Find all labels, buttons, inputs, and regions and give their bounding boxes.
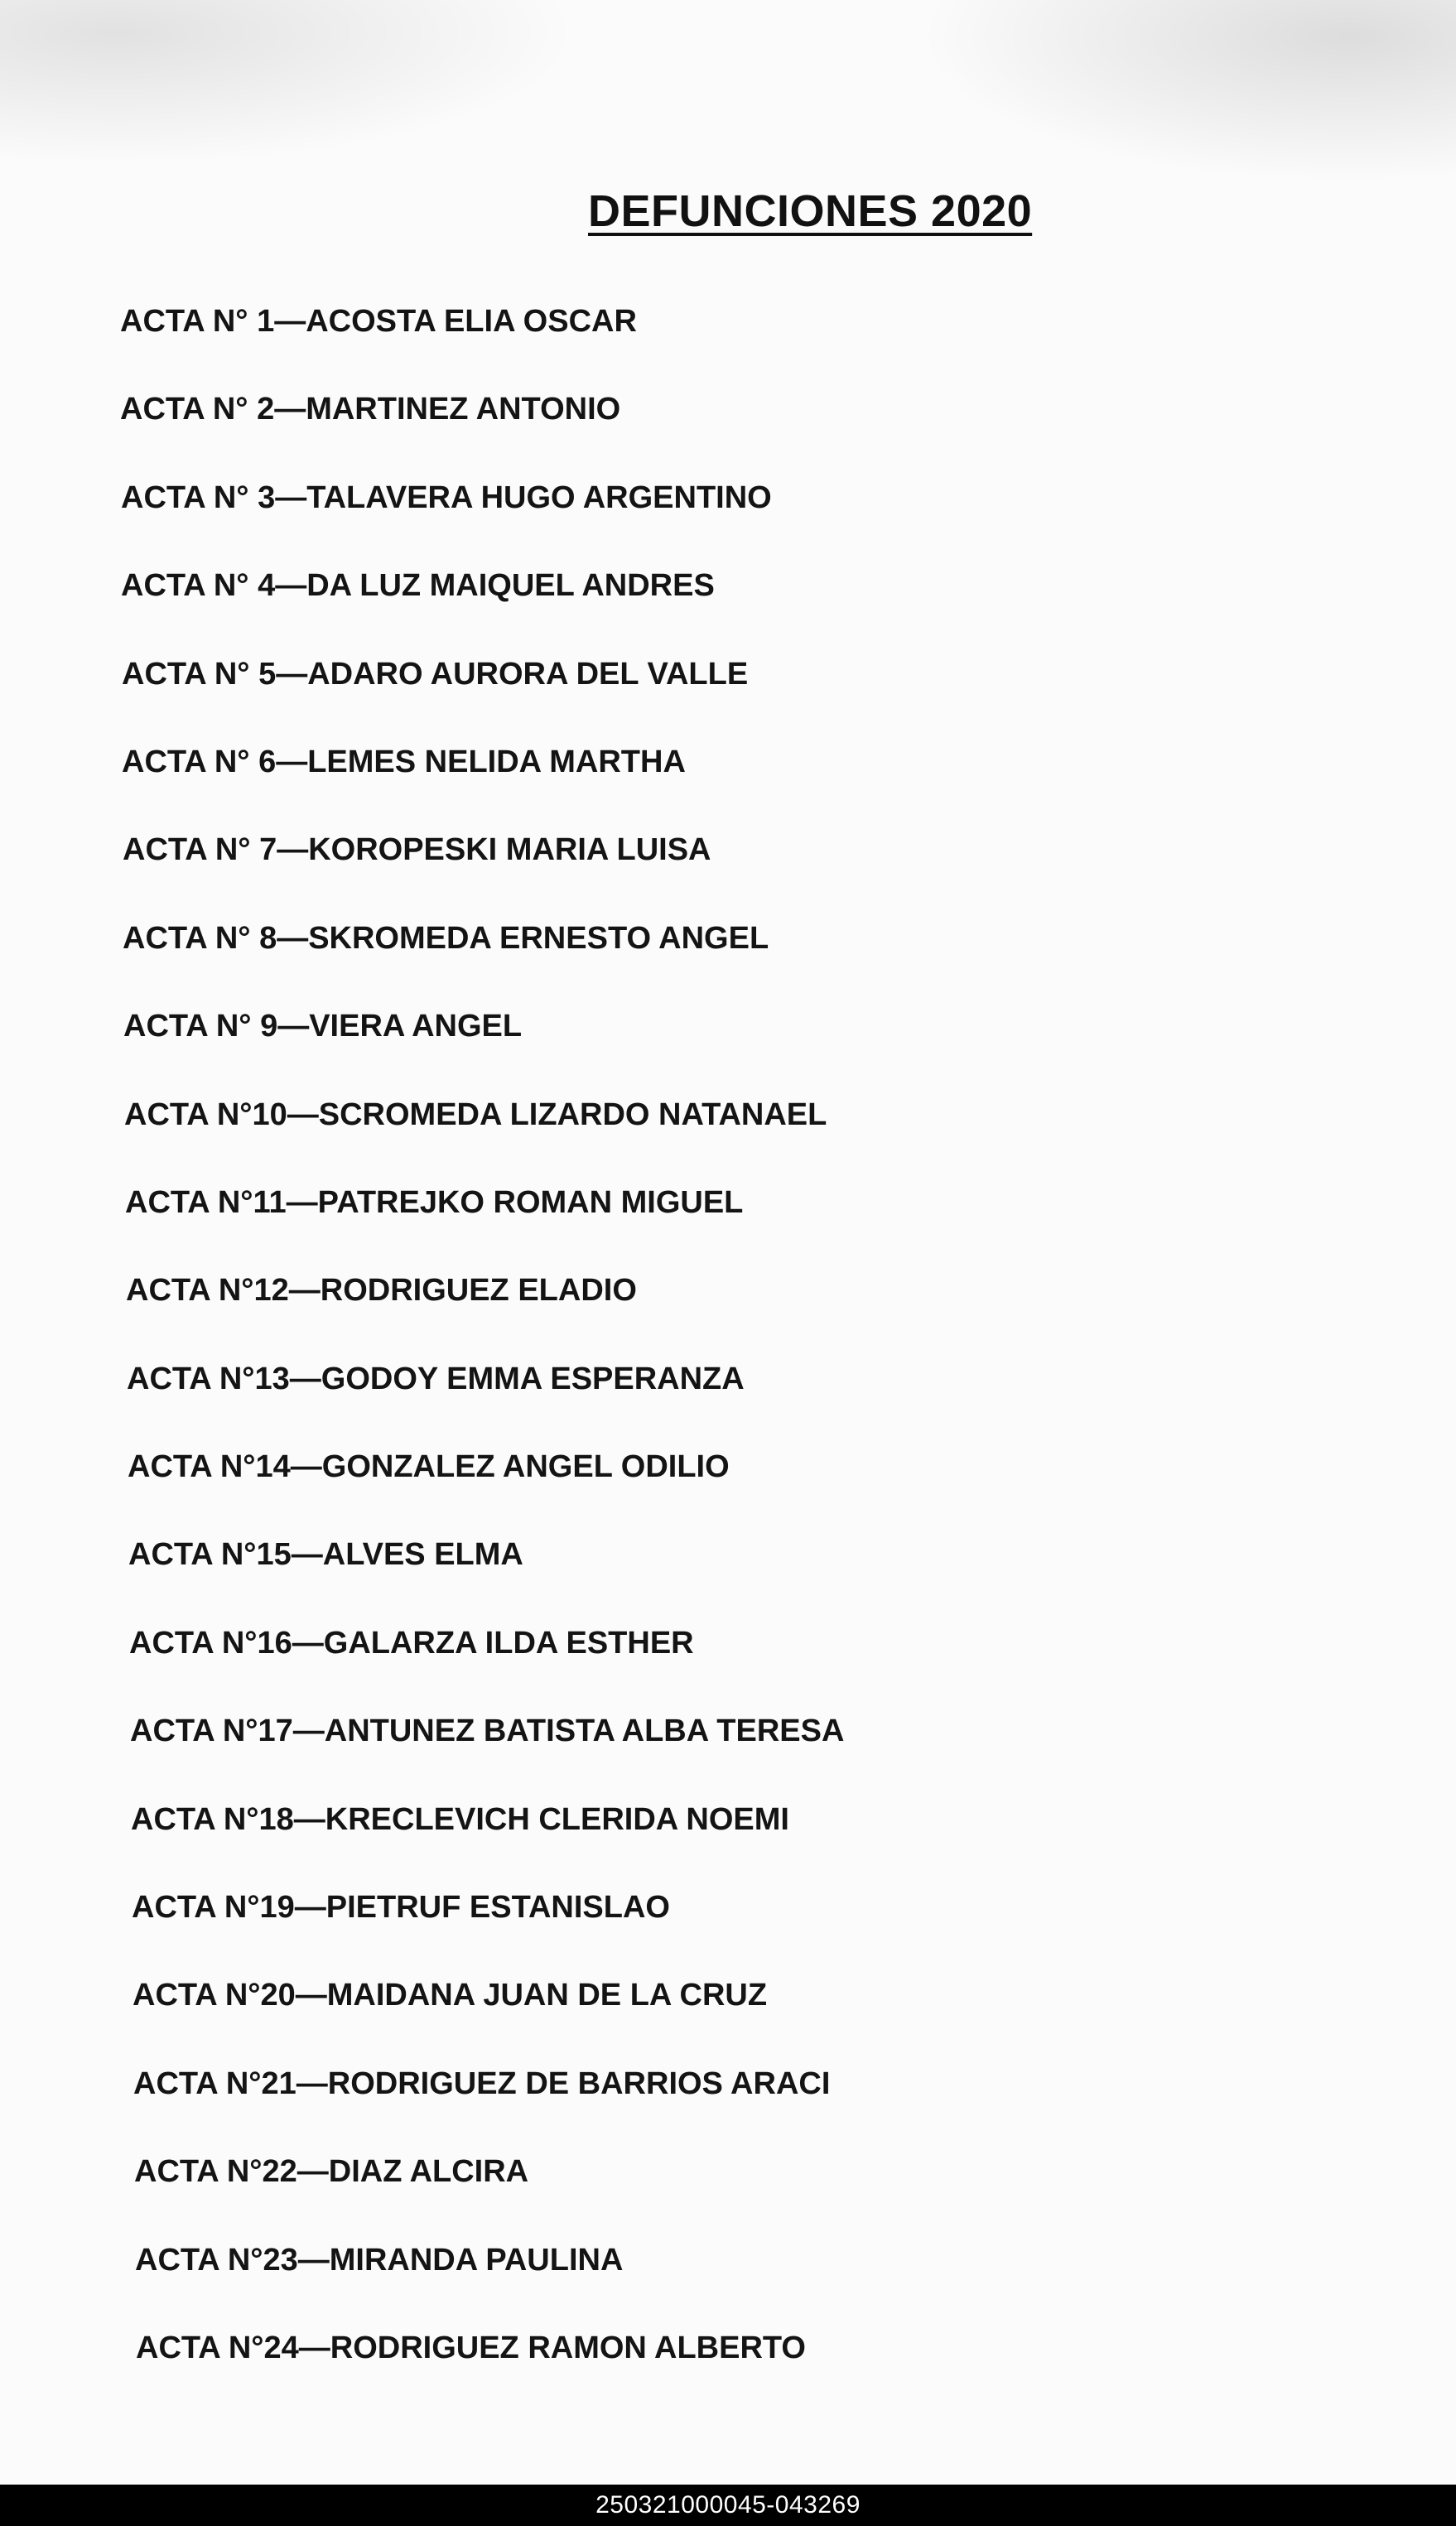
acta-entry: ACTA N°23—MIRANDA PAULINA	[135, 2242, 624, 2278]
acta-entry: ACTA N°21—RODRIGUEZ DE BARRIOS ARACI	[133, 2066, 831, 2101]
acta-entry: ACTA N°24—RODRIGUEZ RAMON ALBERTO	[136, 2330, 806, 2365]
acta-entry: ACTA N°16—GALARZA ILDA ESTHER	[129, 1625, 694, 1661]
acta-entry: ACTA N°22—DIAZ ALCIRA	[134, 2154, 529, 2190]
acta-entry: ACTA N°18—KRECLEVICH CLERIDA NOEMI	[131, 1801, 789, 1837]
acta-entry: ACTA N°12—RODRIGUEZ ELADIO	[126, 1273, 637, 1309]
acta-entry: ACTA N° 8—SKROMEDA ERNESTO ANGEL	[123, 920, 769, 956]
acta-entry: ACTA N°11—PATREJKO ROMAN MIGUEL	[125, 1184, 744, 1220]
acta-entry: ACTA N° 5—ADARO AURORA DEL VALLE	[122, 656, 749, 692]
acta-entry: ACTA N° 4—DA LUZ MAIQUEL ANDRES	[121, 568, 715, 604]
acta-entry: ACTA N°15—ALVES ELMA	[128, 1537, 523, 1573]
acta-entry: ACTA N°14—GONZALEZ ANGEL ODILIO	[128, 1449, 730, 1485]
acta-entry: ACTA N° 7—KOROPESKI MARIA LUISA	[123, 832, 711, 868]
scan-shadow-left	[0, 0, 580, 166]
acta-entry: ACTA N°17—ANTUNEZ BATISTA ALBA TERESA	[130, 1714, 845, 1749]
acta-entry: ACTA N° 6—LEMES NELIDA MARTHA	[122, 744, 686, 779]
scan-footer-bar	[0, 2485, 1456, 2526]
acta-entry: ACTA N°13—GODOY EMMA ESPERANZA	[127, 1361, 745, 1396]
document-title: DEFUNCIONES 2020	[588, 186, 1033, 236]
acta-entry: ACTA N°10—SCROMEDA LIZARDO NATANAEL	[124, 1097, 827, 1132]
scan-shadow-right	[918, 0, 1456, 182]
acta-entry: ACTA N°19—PIETRUF ESTANISLAO	[132, 1890, 670, 1926]
acta-entry: ACTA N° 9—VIERA ANGEL	[123, 1009, 523, 1044]
acta-entry: ACTA N° 1—ACOSTA ELIA OSCAR	[120, 304, 637, 339]
scan-id-code: 250321000045-043269	[595, 2491, 861, 2519]
acta-entry: ACTA N° 2—MARTINEZ ANTONIO	[120, 392, 621, 427]
acta-entry: ACTA N° 3—TALAVERA HUGO ARGENTINO	[121, 480, 772, 515]
acta-list	[120, 300, 1197, 2414]
acta-entry: ACTA N°20—MAIDANA JUAN DE LA CRUZ	[133, 1978, 768, 2013]
